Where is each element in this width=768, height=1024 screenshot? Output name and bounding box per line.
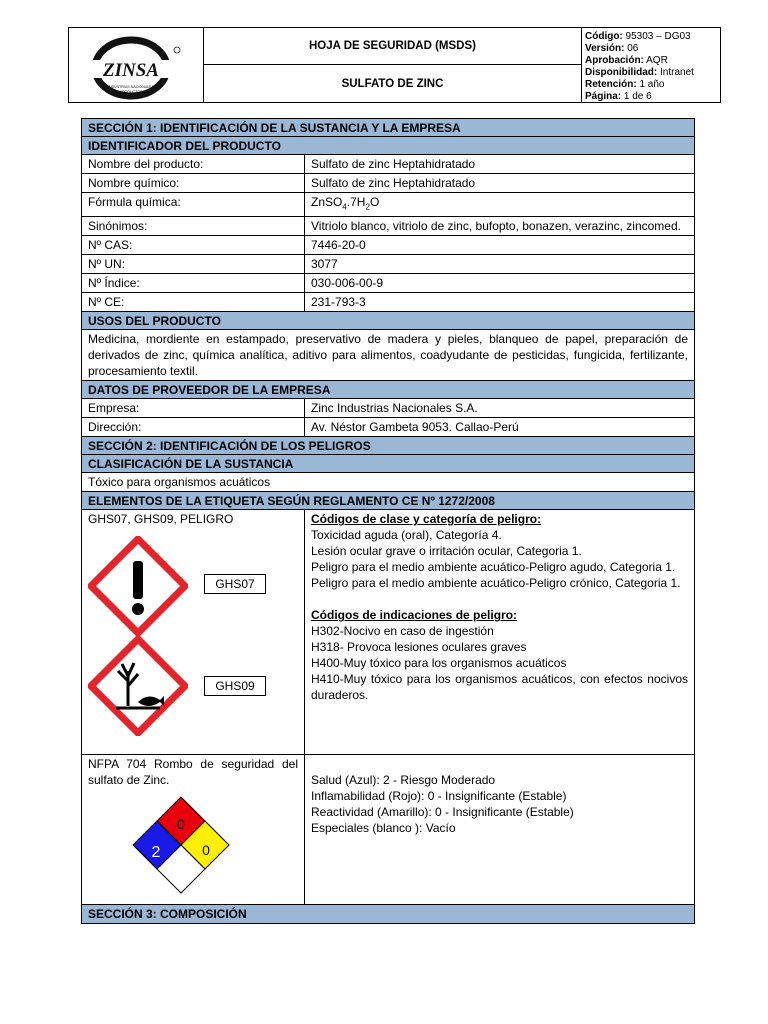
meta-code: Código: 95303 – DG03: [585, 31, 691, 42]
table-row: [82, 193, 694, 217]
hazard-code-item: H400-Muy tóxico para los organismos acuáticos: [311, 656, 567, 671]
row-label: Sinónimos:: [82, 217, 305, 235]
row-label: Nombre del producto:: [82, 155, 305, 173]
classification-text: Tóxico para organismos acuáticos: [88, 475, 271, 490]
meta-version: Versión: 06: [585, 43, 639, 54]
ghs09-label: GHS09: [204, 676, 266, 696]
row-value: Vitriolo blanco, vitriolo de zinc, bufopto, bonazen, verazinc, zincomed.: [311, 219, 681, 234]
nfpa-label: NFPA 704 Rombo de seguridad del sulfato de Zinc.: [88, 757, 298, 788]
nfpa-line: Inflamabilidad (Rojo): 0 - Insignificante (Estable): [311, 789, 567, 804]
row-label: Nº Índice:: [82, 274, 305, 292]
nfpa-reactivity-value: 0: [202, 842, 210, 859]
row-label: Nº CAS:: [82, 236, 305, 254]
section3-heading: SECCIÓN 3: COMPOSICIÓN: [82, 905, 694, 923]
hazard-codes-cell: [305, 510, 694, 754]
row-label: Nº UN:: [82, 255, 305, 273]
nfpa-cell: [82, 755, 305, 904]
row-value: 3077: [311, 257, 338, 272]
meta-availability: Disponibilidad: Intranet: [585, 67, 694, 78]
row-value: 231-793-3: [311, 295, 366, 310]
uses-heading: USOS DEL PRODUCTO: [82, 312, 694, 330]
hazard-code-item: H410-Muy tóxico para los organismos acuáticos, con efectos nocivos duraderos.: [311, 672, 688, 703]
ghs07-label: GHS07: [204, 574, 266, 594]
hazard-code-item: H318- Provoca lesiones oculares graves: [311, 640, 527, 655]
nfpa-health-value: 2: [151, 844, 161, 862]
row-value: Zinc Industrias Nacionales S.A.: [311, 401, 478, 416]
nfpa-description: [305, 755, 694, 904]
classification-row: [82, 473, 694, 492]
company-logo: [69, 28, 204, 102]
nfpa-diamond-icon: [128, 795, 234, 895]
row-value: Av. Néstor Gambeta 9053. Callao-Perú: [311, 420, 519, 435]
row-value: 030-006-00-9: [311, 276, 384, 291]
meta-page: Página: 1 de 6: [585, 91, 652, 102]
section2-heading: SECCIÓN 2: IDENTIFICACIÓN DE LOS PELIGROS: [82, 437, 694, 455]
class-code-item: Lesión ocular grave o irritación ocular, Categoria 1.: [311, 544, 582, 559]
document-title: HOJA DE SEGURIDAD (MSDS): [204, 28, 581, 65]
class-code-item: Peligro para el medio ambiente acuático-Peligro agudo, Categoria 1.: [311, 560, 676, 575]
table-row: [82, 255, 694, 274]
pictograms-cell: [82, 510, 305, 754]
table-row: [82, 236, 694, 255]
supplier-heading: DATOS DE PROVEEDOR DE LA EMPRESA: [82, 381, 694, 399]
section1-heading: SECCIÓN 1: IDENTIFICACIÓN DE LA SUSTANCIA Y LA EMPRESA: [82, 119, 694, 137]
document-subtitle: SULFATO DE ZINC: [341, 77, 444, 90]
table-row: [82, 399, 694, 418]
document-meta: [585, 31, 694, 103]
table-row: [82, 293, 694, 312]
hazard-code-item: H302-Nocivo en caso de ingestión: [311, 624, 494, 639]
nfpa-line: Especiales (blanco ): Vacío: [311, 821, 456, 836]
row-label: Nombre químico:: [82, 174, 305, 192]
product-identifier-heading: IDENTIFICADOR DEL PRODUCTO: [82, 137, 694, 155]
pictograms-row: [82, 510, 694, 755]
svg-text:ZINSA: ZINSA: [103, 60, 159, 81]
document-header: [68, 27, 721, 103]
header-titles: [204, 28, 582, 102]
row-label: Fórmula química:: [82, 193, 305, 216]
nfpa-line: Salud (Azul): 2 - Riesgo Moderado: [311, 773, 496, 788]
table-row: [82, 418, 694, 437]
chemical-formula: $ZnSO_4.7H_2O$: [311, 195, 380, 212]
pictograms-label: GHS07, GHS09, PELIGRO: [88, 512, 234, 527]
msds-table: [81, 118, 695, 924]
row-label: Empresa:: [82, 399, 305, 417]
row-label: Nº CE:: [82, 293, 305, 311]
table-row: [82, 155, 694, 174]
svg-text:INDUSTRIAS NACIONALES: INDUSTRIAS NACIONALES: [108, 85, 154, 89]
svg-text:PRODUCTOS: PRODUCTOS: [119, 90, 143, 94]
class-code-item: Peligro para el medio ambiente acuático-Peligro crónico, Categoria 1.: [311, 576, 681, 591]
class-codes-title: Códigos de clase y categoría de peligro:: [311, 512, 542, 527]
hazard-codes-title: Códigos de indicaciones de peligro:: [311, 608, 518, 623]
uses-text: Medicina, mordiente en estampado, preservativo de madera y pieles, blanqueo de papel, preparación de derivados de zinc, química analítica, aditivo para alimentos, coadyudante de pesticidas, fungicida, fertilizante, procesamiento textil.: [88, 332, 688, 379]
row-value: 7446-20-0: [311, 238, 366, 253]
classification-heading: CLASIFICACIÓN DE LA SUSTANCIA: [82, 455, 694, 473]
uses-row: [82, 330, 694, 381]
ghs07-exclamation-icon: [88, 536, 188, 636]
nfpa-line: Reactividad (Amarillo): 0 - Insignificante (Estable): [311, 805, 574, 820]
meta-approval: Aprobación: AQR: [585, 55, 668, 66]
row-value: Sulfato de zinc Heptahidratado: [311, 176, 476, 190]
nfpa-fire-value: 0: [177, 816, 185, 833]
row-label: Dirección:: [82, 418, 305, 436]
table-row: [82, 274, 694, 293]
ghs09-environment-icon: [88, 636, 188, 736]
class-code-item: Toxicidad aguda (oral), Categoría 4.: [311, 528, 502, 543]
meta-retention: Retención: 1 año: [585, 79, 665, 90]
label-elements-heading: ELEMENTOS DE LA ETIQUETA SEGÚN REGLAMENTO CE Nº 1272/2008: [82, 492, 694, 510]
row-value: Sulfato de zinc Heptahidratado: [311, 157, 476, 171]
nfpa-row: [82, 755, 694, 905]
table-row: [82, 174, 694, 193]
table-row: [82, 217, 694, 236]
